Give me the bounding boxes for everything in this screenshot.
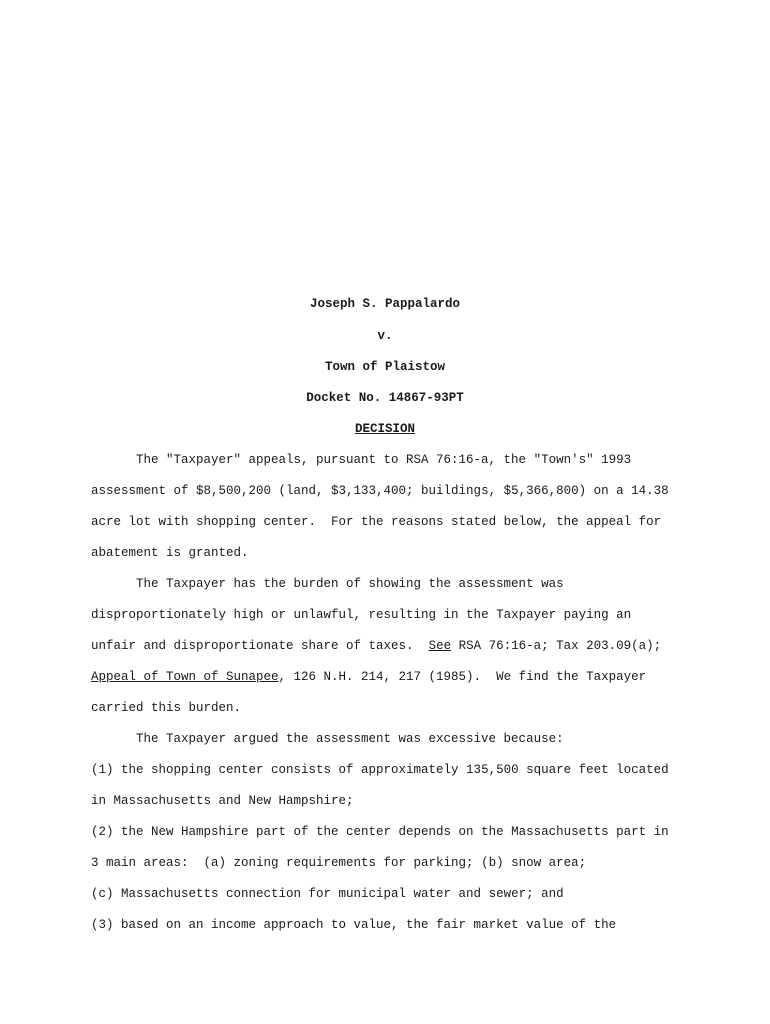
paragraph-1-line-2: assessment of $8,500,200 (land, $3,133,400; buildings, $5,366,800) on a 14.38 [91, 484, 669, 498]
decision-heading: DECISION [354, 422, 415, 436]
docket-number: Docket No. 14867-93PT [306, 391, 464, 405]
paragraph-3-line-3: in Massachusetts and New Hampshire; [91, 794, 354, 808]
paragraph-2-line-4 [91, 669, 646, 685]
paragraph-1-line-3: acre lot with shopping center. For the reasons stated below, the appeal for [91, 515, 662, 529]
petitioner-name: Joseph S. Pappalardo [309, 297, 461, 311]
paragraph-3-line-2: (1) the shopping center consists of approximately 135,500 square feet located [91, 763, 669, 777]
paragraph-2-line-1: The Taxpayer has the burden of showing the assessment was [136, 577, 564, 591]
paragraph-2-line-3-text: unfair and disproportionate share of taxes. [91, 639, 429, 653]
see-signal: See [428, 639, 452, 653]
paragraph-3-line-7: (3) based on an income approach to value, the fair market value of the [91, 918, 617, 932]
respondent-name: Town of Plaistow [324, 360, 446, 374]
paragraph-3-line-4: (2) the New Hampshire part of the center depends on the Massachusetts part in [91, 825, 669, 839]
paragraph-2-line-2: disproportionately high or unlawful, resulting in the Taxpayer paying an [91, 608, 632, 622]
paragraph-1-line-4: abatement is granted. [91, 546, 249, 560]
paragraph-2-line-5: carried this burden. [91, 701, 242, 715]
paragraph-3-line-5: 3 main areas: (a) zoning requirements for parking; (b) snow area; [91, 856, 587, 870]
paragraph-3-line-6: (c) Massachusetts connection for municipal water and sewer; and [91, 887, 564, 901]
versus-label: v. [377, 329, 393, 343]
paragraph-2-line-3-citation: RSA 76:16-a; Tax 203.09(a); [451, 639, 662, 653]
paragraph-1-line-1: The "Taxpayer" appeals, pursuant to RSA 76:16-a, the "Town's" 1993 [136, 453, 632, 467]
case-name: Appeal of Town of Sunapee [91, 670, 279, 684]
paragraph-3-line-1: The Taxpayer argued the assessment was excessive because: [136, 732, 564, 746]
paragraph-2-line-4-text: , 126 N.H. 214, 217 (1985). We find the Taxpayer [278, 670, 647, 684]
paragraph-2-line-3 [91, 638, 661, 654]
